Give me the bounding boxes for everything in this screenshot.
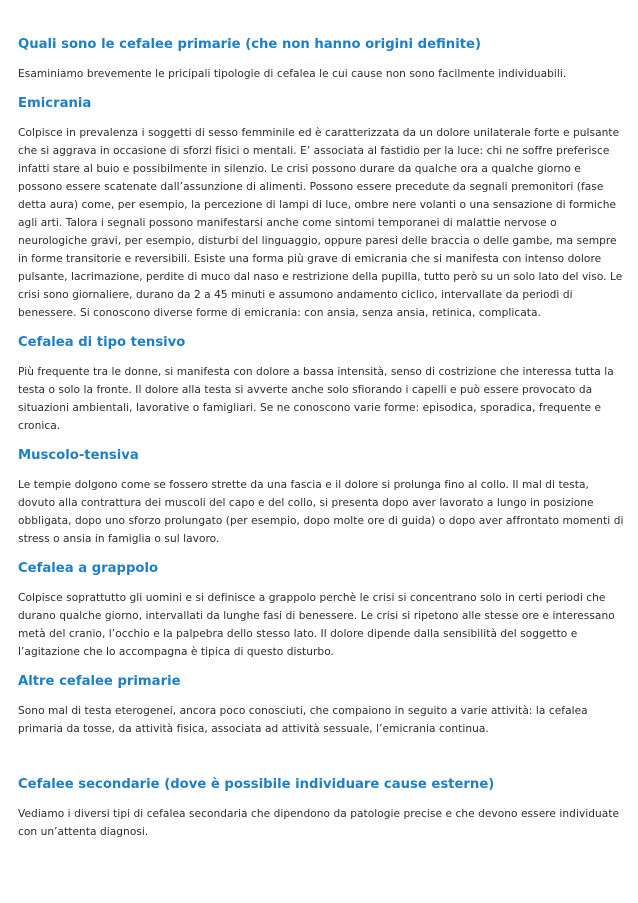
section-body-muscolo-tensiva: Le tempie dolgono come se fossero strette da una fascia e il dolore si prolunga fino al collo. Il mal di testa, dovuto alla contrattura dei muscoli del capo e del collo, si presenta dopo aver lavorato a lungo in posizione obbligata, dopo uno sforzo prolungato (per esempio, dopo molte ore di guida) o dopo aver affrontato momenti di stress o ansia in famiglia o sul lavoro. bbox=[18, 479, 624, 545]
section-body-tensivo: Più frequente tra le donne, si manifesta con dolore a bassa intensità, senso di costrizione che interessa tutta la testa o solo la fronte. Il dolore alla testa si avverte anche solo sfiorando i capelli e può essere provocato da situazioni ambientali, lavorative o famigliari. Se ne conoscono varie forme: episodica, sporadica, frequente e cronica. bbox=[18, 366, 614, 432]
section-body-cefalee-primarie: Esaminiamo brevemente le pricipali tipologie di cefalea le cui cause non sono facilmente individuabili. bbox=[18, 68, 567, 80]
section-heading-altre-primarie: Altre cefalee primarie bbox=[18, 674, 181, 689]
section-heading-muscolo-tensiva: Muscolo-tensiva bbox=[18, 448, 139, 463]
section-heading-cefalee-secondarie: Cefalee secondarie (dove è possibile individuare cause esterne) bbox=[18, 777, 495, 792]
section-body-grappolo: Colpisce soprattutto gli uomini e si definisce a grappolo perchè le crisi si concentrano solo in certi periodi che durano qualche giorno, intervallati da lunghe fasi di benessere. Le crisi si ripetono alle stesse ore e interessano metà del cranio, l’occhio e la palpebra dello stesso lato. Il dolore dipende dalla sensibilità del soggetto e l’agitazione che lo accompagna è tipica di questo disturbo. bbox=[18, 592, 615, 658]
section-heading-grappolo: Cefalea a grappolo bbox=[18, 561, 159, 576]
section-body-cefalee-secondarie: Vediamo i diversi tipi di cefalea secondaria che dipendono da patologie precise e che devono essere individuate con un’attenta diagnosi. bbox=[18, 808, 620, 838]
section-heading-tensivo: Cefalea di tipo tensivo bbox=[18, 335, 186, 350]
section-heading-emicrania: Emicrania bbox=[18, 96, 92, 111]
section-body-altre-primarie: Sono mal di testa eterogenei, ancora poco conosciuti, che compaiono in seguito a varie attività: la cefalea primaria da tosse, da attività fisica, associata ad attività sessuale, l’emicrania continua. bbox=[18, 705, 588, 735]
section-heading-cefalee-primarie: Quali sono le cefalee primarie (che non hanno origini definite) bbox=[18, 37, 481, 52]
article bbox=[18, 36, 624, 841]
section-body-emicrania: Colpisce in prevalenza i soggetti di sesso femminile ed è caratterizzata da un dolore unilaterale forte e pulsante che si aggrava in occasione di sforzi fisici o mentali. E’ associata al fastidio per la luce: chi ne soffre preferisce infatti stare al buio e possibilmente in silenzio. Le crisi possono durare da qualche ora a qualche giorno e possono essere scatenate dall’assunzione di alimenti. Possono essere precedute da segnali premonitori (fase detta aura) come, per esempio, la percezione di lampi di luce, ombre nere volanti o una sensazione di formiche agli arti. Talora i segnali possono manifestarsi anche come sintomi temporanei di malattie nervose o neurologiche gravi, per esempio, disturbi del linguaggio, oppure paresi delle braccia o delle gambe, ma sempre in forme transitorie e reversibili. Esiste una forma più grave di emicrania che si manifesta con intenso dolore pulsante, lacrimazione, perdite di muco dal naso e restrizione della pupilla, tutto però su un solo lato del viso. Le crisi sono giornaliere, durano da 2 a 45 minuti e assumono andamento ciclico, intervallate da periodi di benessere. Si conoscono diverse forme di emicrania: con ansia, senza ansia, retinica, complicata. bbox=[18, 127, 623, 319]
